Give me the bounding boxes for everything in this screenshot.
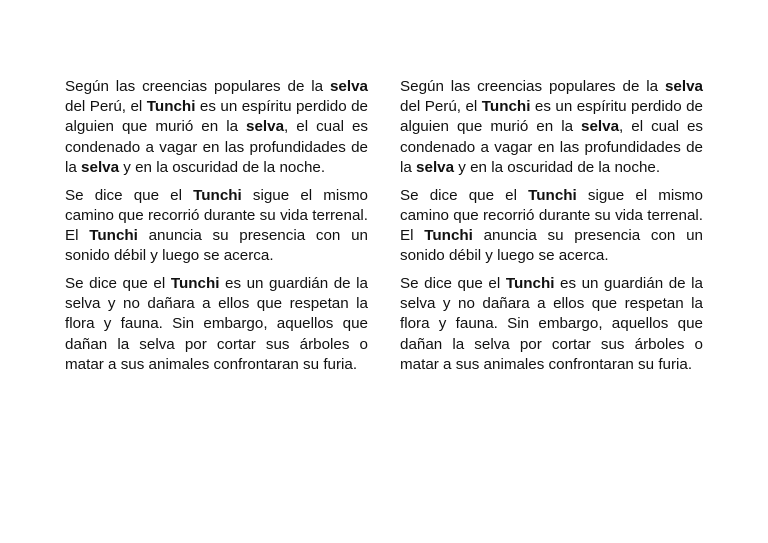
text-run: Se dice que el [65,275,171,293]
text-run: anuncia su presencia con un sonido débil y luego se acerca. [65,227,368,265]
text-run: , el cual es condenado a vagar en las profundidades de la [65,118,368,176]
text-run: es un espíritu perdido de alguien que murió en la [400,98,703,136]
bold-term: Tunchi [528,186,577,204]
bold-term: selva [581,118,620,136]
text-run: anuncia su presencia con un sonido débil y luego se acerca. [400,227,703,265]
text-run: es un guardián de la selva y no dañara a ellos que respetan la flora y fauna. Sin embargo, aquellos que dañan la selva por cortar sus árboles o matar a sus animales confrontaran su furia. [65,275,368,373]
paragraph-1 [65,77,368,178]
paragraph-2 [65,186,368,267]
text-column-left [65,77,368,383]
paragraph-1 [400,77,703,178]
bold-term: selva [664,78,703,95]
paragraph-3 [65,274,368,375]
bold-term: Tunchi [481,98,531,116]
text-run: sigue el mismo camino que recorrió durante su vida terrenal. El [400,186,703,245]
text-run: Se dice que el [400,186,529,204]
bold-term: Tunchi [89,227,138,245]
bold-term: Tunchi [170,275,220,293]
text-run: Según las creencias populares de la [65,78,330,95]
bold-term: selva [329,78,368,95]
text-column-right [400,77,703,383]
bold-term: Tunchi [193,186,242,204]
bold-term: Tunchi [424,227,473,245]
paragraph-2 [400,186,703,267]
text-run: sigue el mismo camino que recorrió durante su vida terrenal. El [65,186,368,245]
bold-term: Tunchi [505,275,555,293]
text-run: del Perú, el [65,98,147,116]
bold-term: selva [81,158,120,176]
paragraph-3 [400,274,703,375]
bold-term: selva [416,158,455,176]
text-run: , el cual es condenado a vagar en las profundidades de la [400,118,703,176]
text-run: y en la oscuridad de la noche. [119,158,326,176]
text-run: Se dice que el [400,275,506,293]
text-run: es un guardián de la selva y no dañara a ellos que respetan la flora y fauna. Sin embargo, aquellos que dañan la selva por cortar sus árboles o matar a sus animales confrontaran su furia. [400,275,703,373]
bold-term: selva [246,118,285,136]
text-run: y en la oscuridad de la noche. [454,158,661,176]
text-run: Se dice que el [65,186,194,204]
bold-term: Tunchi [146,98,196,116]
text-run: Según las creencias populares de la [400,78,665,95]
text-run: es un espíritu perdido de alguien que murió en la [65,98,368,136]
text-run: del Perú, el [400,98,482,116]
